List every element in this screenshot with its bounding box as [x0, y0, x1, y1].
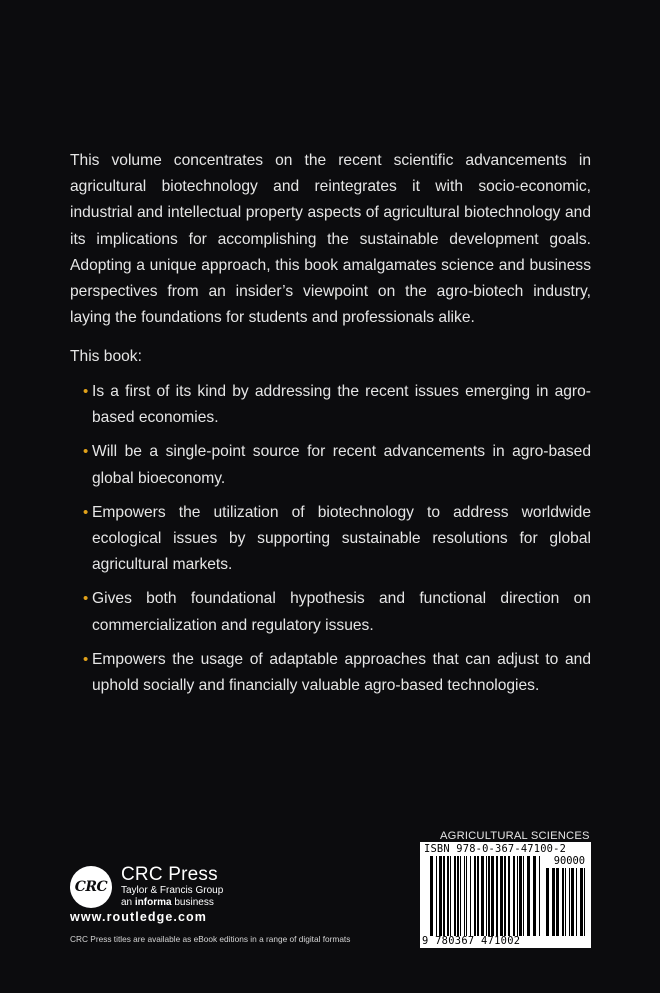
bullet-icon: • — [83, 383, 89, 400]
barcode-bar — [569, 868, 570, 936]
barcode-bar — [464, 856, 465, 936]
barcode-bar — [500, 856, 503, 936]
barcode-panel — [420, 842, 591, 948]
barcode-bar — [562, 868, 564, 936]
barcode-bar — [466, 856, 467, 936]
list-item — [83, 586, 591, 638]
barcode-bar — [486, 856, 487, 936]
price-code: 90000 — [553, 855, 585, 867]
ean-digits: 9 780367 471002 — [422, 935, 521, 947]
list-item — [83, 500, 591, 579]
barcode-bar — [565, 868, 566, 936]
barcode-bar — [513, 856, 515, 936]
barcode-bar — [504, 856, 506, 936]
barcode-bar — [519, 856, 522, 936]
barcode-bar — [481, 856, 484, 936]
informa-brand: informa — [134, 897, 172, 908]
bullet-icon: • — [83, 443, 89, 461]
bullet-icon: • — [83, 503, 89, 521]
list-item — [83, 379, 591, 431]
barcode-bar — [450, 856, 451, 936]
barcode-bar — [496, 856, 498, 936]
barcode-bar — [474, 856, 476, 936]
subject-category: AGRICULTURAL SCIENCES — [440, 830, 590, 842]
barcode-bar — [491, 856, 494, 936]
list-item-text: Gives both foundational hypothesis and functional direction on commercialization and regulatory issues. — [92, 590, 591, 634]
list-lead: This book: — [70, 348, 142, 365]
barcode-bar — [533, 856, 536, 936]
barcode-bar — [488, 856, 490, 936]
barcode-bar — [457, 856, 459, 936]
barcode-bar — [576, 868, 577, 936]
publisher-tagline: an informa business — [121, 897, 214, 908]
publisher-name: CRC Press — [121, 864, 218, 885]
list-item-text: Empowers the usage of adaptable approaches that can adjust to and uphold socially and financially valuable agro-based technologies. — [92, 650, 591, 695]
list-item — [83, 439, 591, 491]
bullet-icon: • — [83, 650, 89, 668]
barcode-bar — [447, 856, 449, 936]
list-item-text: Empowers the utilization of biotechnology to address worldwide ecological issues by supporting sustainable resolutions for global agricultural markets. — [92, 503, 591, 574]
list-item-text: Will be a single-point source for recent advancements in agro-based global bioeconomy. — [92, 443, 591, 487]
barcode-bar — [580, 868, 583, 936]
bullet-icon: • — [83, 590, 89, 608]
ebook-note: CRC Press titles are available as eBook editions in a range of digital formats — [70, 934, 351, 944]
addon-barcode — [546, 868, 586, 936]
list-item — [83, 647, 591, 699]
barcode-bar — [556, 868, 559, 936]
barcode-bar — [439, 856, 442, 936]
barcode-bar — [430, 856, 433, 936]
publisher-url: www.routledge.com — [70, 910, 207, 924]
barcode-bar — [539, 856, 540, 936]
barcode-bar — [443, 856, 445, 936]
barcode-bar — [571, 868, 574, 936]
barcode-bar — [470, 856, 471, 936]
barcode-bar — [460, 856, 461, 936]
barcode-bar — [477, 856, 479, 936]
publisher-group: Taylor & Francis Group — [121, 885, 224, 896]
crc-logo: CRC — [70, 866, 112, 908]
feature-list — [83, 379, 591, 707]
ean-barcode — [430, 856, 540, 936]
description-paragraph: This volume concentrates on the recent scientific advancements in agricultural biotechnology and reintegrates it with socio-economic, industrial and intellectual property aspects of agricultural biotechnology and its implications for accomplishing the sustainable development goals. Adopting a unique approach, this book amalgamates science and business perspectives from an insider’s viewpoint on the agro-biotech industry, laying the foundations for students and professionals alike. — [70, 152, 591, 327]
barcode-bar — [436, 856, 437, 936]
barcode-bar — [546, 868, 549, 936]
barcode-bar — [508, 856, 510, 936]
barcode-bar — [523, 856, 524, 936]
barcode-bar — [517, 856, 518, 936]
barcode-bar — [527, 856, 530, 936]
barcode-bar — [552, 868, 555, 936]
list-item-text: Is a first of its kind by addressing the recent issues emerging in agro-based economies. — [92, 383, 591, 427]
isbn-text: ISBN 978-0-367-47100-2 — [424, 843, 567, 855]
publisher-group-block — [121, 885, 223, 909]
barcode-bar — [454, 856, 456, 936]
barcode-bar — [584, 868, 585, 936]
